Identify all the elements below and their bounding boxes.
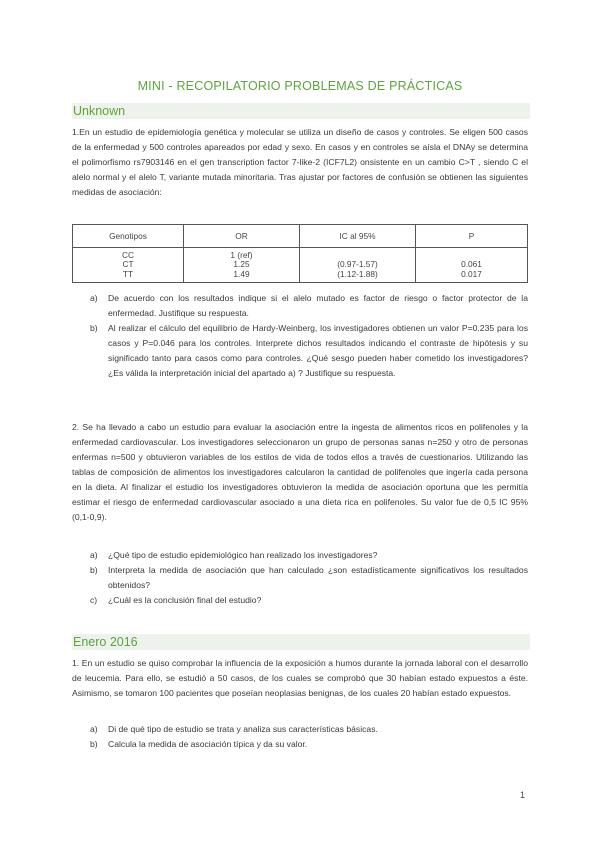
table-cell: 0.061 (461, 259, 482, 270)
table-cell: (1.12-1.88) (337, 268, 378, 279)
table-header-cell: IC al 95% (300, 225, 416, 248)
table-cell: (0.97-1.57) (337, 259, 378, 270)
or-column (184, 248, 300, 283)
problem-3-text: 1. En un estudio se quiso comprobar la influencia de la exposición a humos durante la jornada laboral con el desarrollo de leucemia. Para ello, se estudió a 50 casos, de los cuales se comprobó que 30 habían estado expuestos a éste. Asimismo, se tomaron 100 pacientes que poseían neoplasias benignas, de los cuales 20 habían estado expuestos. (72, 658, 528, 698)
problem-2-text: 2. Se ha llevado a cabo un estudio para evaluar la asociación entre la ingesta de alimentos ricos en polifenoles y la enfermedad cardiovascular. Los investigadores seleccionaron un grupo de personas sanas n=250 y otro de personas enfermas n=500 y obtuvieron variables de los estilos de vida de todos ellos a través de cuestionarios. Utilizando las tablas de composición de alimentos los investigadores calcularon la cantidad de polifenoles que ingería cada persona en la dieta. Al finalizar el estudio los investigadores obtuvieron la medida de asociación oportuna que les permitía estimar el riesgo de enfermedad cardiovascular asociado a una dieta rica en polifenoles. Su valor fue de 0,5 IC 95% (0,1-0,9). (72, 422, 528, 522)
list-item (72, 548, 528, 563)
section-heading-label: Unknown (73, 104, 126, 118)
list-marker: c) (90, 595, 98, 605)
list-item (72, 563, 528, 593)
page-title: MINI - RECOPILATORIO PROBLEMAS DE PRÁCTICAS (137, 79, 463, 93)
list-item-text: ¿Cuál es la conclusión final del estudio? (108, 595, 262, 605)
table-header-cell: OR (184, 225, 300, 248)
page-number: 1 (520, 790, 526, 800)
list-marker: a) (90, 293, 98, 303)
table-cell: 1 (ref) (230, 249, 253, 260)
section-heading-unknown (72, 103, 530, 119)
list-marker: a) (90, 550, 98, 560)
list-marker: a) (90, 724, 98, 734)
list-item-text: ¿Qué tipo de estudio epidemiológico han realizado los investigadores? (108, 550, 378, 560)
list-item (72, 593, 528, 608)
table-header-cell: Genotipos (73, 225, 184, 248)
list-item-text: Calcula la medida de asociación típica y da su valor. (108, 739, 308, 749)
table-cell: CC (122, 249, 134, 260)
section-heading-enero-2016 (72, 634, 530, 650)
table-cell: 1.49 (233, 268, 250, 279)
table-header-cell: P (416, 225, 528, 248)
table-cell: TT (122, 268, 134, 279)
section-heading-label: Enero 2016 (73, 635, 138, 649)
table-header-row (73, 225, 528, 248)
list-item (72, 722, 528, 737)
list-marker: b) (90, 739, 98, 749)
list-item (72, 321, 528, 381)
table-cell: 0.017 (461, 268, 482, 279)
list-item (72, 291, 528, 321)
table-cell: CT (122, 259, 134, 270)
table-row (73, 248, 528, 283)
p-column (416, 248, 528, 283)
genotype-column (73, 248, 184, 283)
problem-2-questions (72, 548, 528, 608)
list-item (72, 737, 528, 752)
list-item-text: Al realizar el cálculo del equilibrio de Hardy-Weinberg, los investigadores obtienen un valor P=0.235 para los casos y P=0.046 para los controles. Interprete dichos resultados indicando el contraste de hipótesis y su significado tanto para casos como para controles. ¿Qué sesgo pueden haber cometido los investigadores? ¿Es válida la interpretación inicial del apartado a) ? Justifique su respuesta. (108, 323, 528, 378)
ic-column (300, 248, 416, 283)
list-item-text: Interpreta la medida de asociación que han calculado ¿son estadísticamente significativos los resultados obtenidos? (108, 565, 528, 590)
problem-1-questions (72, 291, 528, 381)
problem-3-questions (72, 722, 528, 752)
list-item-text: De acuerdo con los resultados indique si el alelo mutado es factor de riesgo o factor protector de la enfermedad. Justifique su respuesta. (108, 293, 528, 318)
problem-1-text: 1.En un estudio de epidemiología genética y molecular se utiliza un diseño de casos y controles. Se eligen 500 casos de la enfermedad y 500 controles apareados por edad y sexo. En casos y en controles se aísla el DNAy se determina el polimorfismo rs7903146 en el gen transcription factor 7-like-2 (ICF7L2) onsistente en un cambio C>T , siendo C el alelo normal y el alelo T, variante mutada minoritaria. Tras ajustar por factores de confusión se obtienen las siguientes medidas de asociación: (72, 127, 528, 197)
list-marker: b) (90, 323, 98, 333)
list-item-text: Di de qué tipo de estudio se trata y analiza sus características básicas. (108, 724, 378, 734)
genotype-table (72, 224, 528, 283)
table-cell: 1.25 (233, 259, 250, 270)
list-marker: b) (90, 565, 98, 575)
